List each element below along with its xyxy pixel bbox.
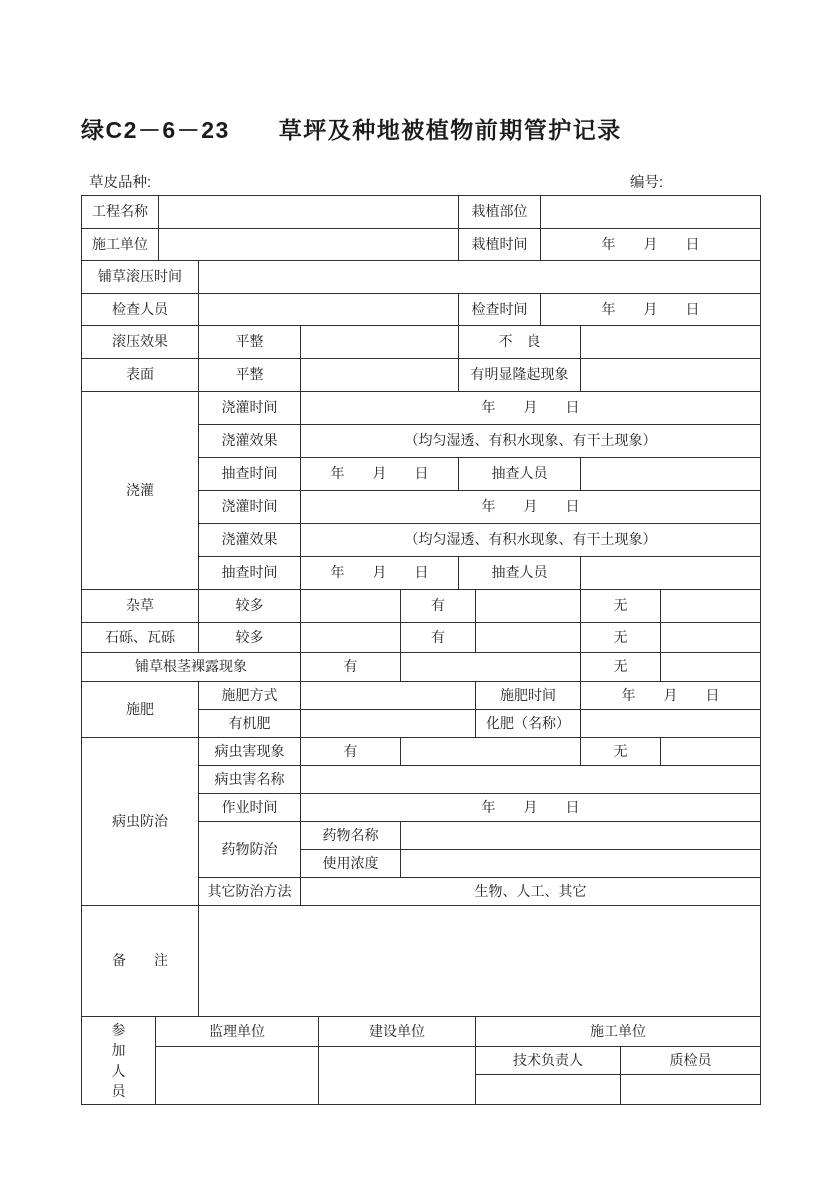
row-gravel	[82, 623, 761, 653]
row-irrigation-time-1	[82, 392, 761, 425]
irrigation-effect-options-2: （均匀湿透、有积水现象、有干土现象）	[301, 524, 761, 557]
rolling-effect-bad-label: 不 良	[459, 326, 581, 359]
spot-check-time-label-1: 抽查时间	[199, 458, 301, 491]
document-number-label: 编号:	[630, 175, 664, 191]
technical-director-label: 技术负责人	[476, 1047, 621, 1075]
pest-none-label: 无	[581, 738, 661, 766]
irrigation-time-label-2: 浇灌时间	[199, 491, 301, 524]
bare-root-have-value	[401, 653, 581, 682]
inspector-value	[199, 294, 459, 326]
maintenance-record-table	[81, 195, 761, 1017]
spot-check-person-label-2: 抽查人员	[459, 557, 581, 590]
quality-inspector-signature	[621, 1075, 761, 1105]
surface-flat-label: 平整	[199, 359, 301, 392]
row-weeds	[82, 590, 761, 623]
remarks-label: 备 注	[82, 906, 199, 1017]
remarks-value	[199, 906, 761, 1017]
inspect-time-label: 检查时间	[459, 294, 541, 326]
weeds-have-label: 有	[401, 590, 476, 623]
planting-part-label: 栽植部位	[459, 196, 541, 229]
spot-check-time-date-1: 年 月 日	[301, 458, 459, 491]
weeds-many-value	[301, 590, 401, 623]
construction-unit-label: 施工单位	[82, 229, 159, 261]
surface-flat-value	[301, 359, 459, 392]
supervision-unit-signature	[156, 1047, 319, 1105]
row-participants-header	[82, 1017, 761, 1047]
project-name-value	[159, 196, 459, 229]
drug-name-value	[401, 822, 761, 850]
inspect-time-date: 年 月 日	[541, 294, 761, 326]
pest-have-value	[401, 738, 581, 766]
drug-name-label: 药物名称	[301, 822, 401, 850]
rolling-effect-label: 滚压效果	[82, 326, 199, 359]
surface-bulge-value	[581, 359, 761, 392]
gravel-have-value	[476, 623, 581, 653]
spot-check-person-value-1	[581, 458, 761, 491]
spot-check-person-label-1: 抽查人员	[459, 458, 581, 491]
bare-root-have-label: 有	[301, 653, 401, 682]
gravel-none-value	[661, 623, 761, 653]
quality-inspector-label: 质检员	[621, 1047, 761, 1075]
fertilization-method-value	[301, 682, 476, 710]
fertilization-time-date: 年 月 日	[581, 682, 761, 710]
inspector-label: 检查人员	[82, 294, 199, 326]
gravel-have-label: 有	[401, 623, 476, 653]
planting-time-date: 年 月 日	[541, 229, 761, 261]
weeds-many-label: 较多	[199, 590, 301, 623]
surface-label: 表面	[82, 359, 199, 392]
project-name-label: 工程名称	[82, 196, 159, 229]
grass-rolling-time-value	[199, 261, 761, 294]
page-title: 绿C2－6－23 草坪及种地被植物前期管护记录	[81, 117, 622, 143]
spot-check-person-value-2	[581, 557, 761, 590]
construction-unit-footer-label: 施工单位	[476, 1017, 761, 1047]
rolling-effect-flat-label: 平整	[199, 326, 301, 359]
fertilization-time-label: 施肥时间	[476, 682, 581, 710]
row-rolling-effect	[82, 326, 761, 359]
row-grass-rolling-time	[82, 261, 761, 294]
weeds-none-value	[661, 590, 761, 623]
usage-concentration-value	[401, 850, 761, 878]
rolling-effect-flat-value	[301, 326, 459, 359]
irrigation-effect-label-2: 浇灌效果	[199, 524, 301, 557]
planting-part-value	[541, 196, 761, 229]
bare-root-none-label: 无	[581, 653, 661, 682]
meta-row	[81, 169, 760, 195]
development-unit-label: 建设单位	[319, 1017, 476, 1047]
row-project-name	[82, 196, 761, 229]
irrigation-time-date-2: 年 月 日	[301, 491, 761, 524]
row-remarks	[82, 906, 761, 1017]
participants-table	[81, 1016, 761, 1105]
chemical-fertilizer-label: 化肥（名称）	[476, 710, 581, 738]
bare-root-label: 铺草根茎裸露现象	[82, 653, 301, 682]
chemical-fertilizer-value	[581, 710, 761, 738]
work-time-label: 作业时间	[199, 794, 301, 822]
weeds-label: 杂草	[82, 590, 199, 623]
spot-check-time-label-2: 抽查时间	[199, 557, 301, 590]
weeds-none-label: 无	[581, 590, 661, 623]
grass-species-label: 草皮品种:	[89, 175, 152, 191]
row-surface	[82, 359, 761, 392]
supervision-unit-label: 监理单位	[156, 1017, 319, 1047]
drug-control-label: 药物防治	[199, 822, 301, 878]
organic-fertilizer-value	[301, 710, 476, 738]
row-inspector	[82, 294, 761, 326]
other-control-options: 生物、人工、其它	[301, 878, 761, 906]
development-unit-signature	[319, 1047, 476, 1105]
irrigation-group-label: 浇灌	[82, 392, 199, 590]
pest-have-label: 有	[301, 738, 401, 766]
planting-time-label: 栽植时间	[459, 229, 541, 261]
pest-none-value	[661, 738, 761, 766]
usage-concentration-label: 使用浓度	[301, 850, 401, 878]
gravel-none-label: 无	[581, 623, 661, 653]
form-content	[81, 112, 760, 1105]
irrigation-time-date-1: 年 月 日	[301, 392, 761, 425]
pest-control-group-label: 病虫防治	[82, 738, 199, 906]
rolling-effect-bad-value	[581, 326, 761, 359]
weeds-have-value	[476, 590, 581, 623]
spot-check-time-date-2: 年 月 日	[301, 557, 459, 590]
irrigation-time-label-1: 浇灌时间	[199, 392, 301, 425]
gravel-many-value	[301, 623, 401, 653]
organic-fertilizer-label: 有机肥	[199, 710, 301, 738]
row-pest-phenomenon	[82, 738, 761, 766]
surface-bulge-label: 有明显隆起现象	[459, 359, 581, 392]
bare-root-none-value	[661, 653, 761, 682]
other-control-methods-label: 其它防治方法	[199, 878, 301, 906]
work-time-date: 年 月 日	[301, 794, 761, 822]
fertilization-method-label: 施肥方式	[199, 682, 301, 710]
row-participants-titles	[82, 1047, 761, 1075]
row-bare-root	[82, 653, 761, 682]
row-construction-unit	[82, 229, 761, 261]
construction-unit-value	[159, 229, 459, 261]
row-fertilization-method	[82, 682, 761, 710]
gravel-many-label: 较多	[199, 623, 301, 653]
pest-phenomenon-label: 病虫害现象	[199, 738, 301, 766]
irrigation-effect-options-1: （均匀湿透、有积水现象、有干土现象）	[301, 425, 761, 458]
pest-name-value	[301, 766, 761, 794]
participants-vertical-text: 参加人员	[111, 1021, 126, 1099]
grass-rolling-time-label: 铺草滚压时间	[82, 261, 199, 294]
irrigation-effect-label-1: 浇灌效果	[199, 425, 301, 458]
gravel-label: 石砾、瓦砾	[82, 623, 199, 653]
pest-name-label: 病虫害名称	[199, 766, 301, 794]
technical-director-signature	[476, 1075, 621, 1105]
participants-label	[82, 1017, 156, 1105]
fertilization-group-label: 施肥	[82, 682, 199, 738]
